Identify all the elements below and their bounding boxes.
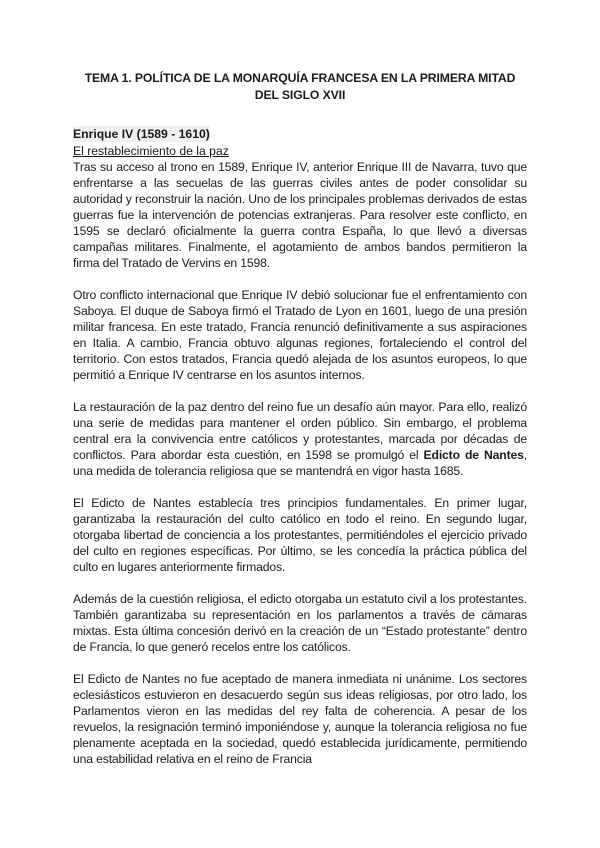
paragraph-4: El Edicto de Nantes establecía tres principios fundamentales. En primer lugar, garantizaba la restauración del culto católico en todo el reino. En segundo lugar, otorgaba libertad de conciencia a los protestantes, permitiéndoles el ejercicio privado del culto en regiones específicas. Por último, se les concedía la práctica pública del culto en lugares anteriormente firmados. — [73, 496, 527, 574]
paragraph-3-text-before: La restauración de la paz dentro del reino fue un desafío aún mayor. Para ello, realizó una serie de medidas para mantener el orden público. Sin embargo, el problema central era la convivencia entre católicos y protestantes, marcada por décadas de conflictos. Para abordar esta cuestión, en 1598 se promulgó el — [73, 400, 527, 462]
document-title: TEMA 1. POLÍTICA DE LA MONARQUÍA FRANCESA EN LA PRIMERA MITAD DEL SIGLO XVII — [84, 71, 516, 102]
section-heading: Enrique IV (1589 - 1610) — [73, 127, 210, 141]
paragraph-3 — [73, 399, 527, 479]
section-enrique-iv — [73, 125, 527, 767]
paragraph-2: Otro conflicto internacional que Enrique IV debió solucionar fue el enfrentamiento con Saboya. El duque de Saboya firmó el Tratado de Lyon en 1601, luego de una presión militar francesa. En este tratado, Francia renunció definitivamente a sus aspiraciones en Italia. A cambio, Francia obtuvo algunas regiones, fortaleciendo el control del territorio. Con estos tratados, Francia quedó alejada de los asuntos europeos, lo que permitió a Enrique IV centrarse en los asuntos internos. — [73, 288, 527, 382]
section-subheading: El restablecimiento de la paz — [73, 144, 229, 158]
section-heading-wrapper — [73, 125, 527, 143]
paragraph-1: Tras su acceso al trono en 1589, Enrique IV, anterior Enrique III de Navarra, tuvo que enfrentarse a las secuelas de las guerras civiles antes de poder consolidar su autoridad y reconstruir la nación. Uno de los principales problemas derivados de estas guerras fue la intervención de potencias extranjeras. Para resolver este conflicto, en 1595 se declaró oficialmente la guerra contra España, lo que llevó a diversas campañas militares. Finalmente, el agotamiento de ambos bandos permitieron la firma del Tratado de Vervins en 1598. — [73, 160, 527, 270]
paragraph-6: El Edicto de Nantes no fue aceptado de manera inmediata ni unánime. Los sectores eclesiásticos estuvieron en desacuerdo según sus ideas religiosas, por otro lado, los Parlamentos vieron en las medidas del rey falta de coherencia. A pesar de los revuelos, la resignación terminó imponiéndose y, aunque la tolerancia religiosa no fue plenamente aceptada en la sociedad, quedó establecida jurídicamente, permitiendo una estabilidad relativa en el reino de Francia — [73, 672, 527, 766]
paragraph-5: Además de la cuestión religiosa, el edicto otorgaba un estatuto civil a los protestantes. También garantizaba su representación en los parlamentos a través de cámaras mixtas. Esta última concesión derivó en la creación de un “Estado protestante” dentro de Francia, lo que generó recelos entre los católicos. — [73, 592, 527, 654]
document-page — [73, 70, 527, 783]
edicto-de-nantes-bold: Edicto de Nantes — [423, 448, 524, 462]
paragraph-3-text-after: , una medida de tolerancia religiosa que se mantendrá en vigor hasta 1685. — [73, 448, 527, 478]
